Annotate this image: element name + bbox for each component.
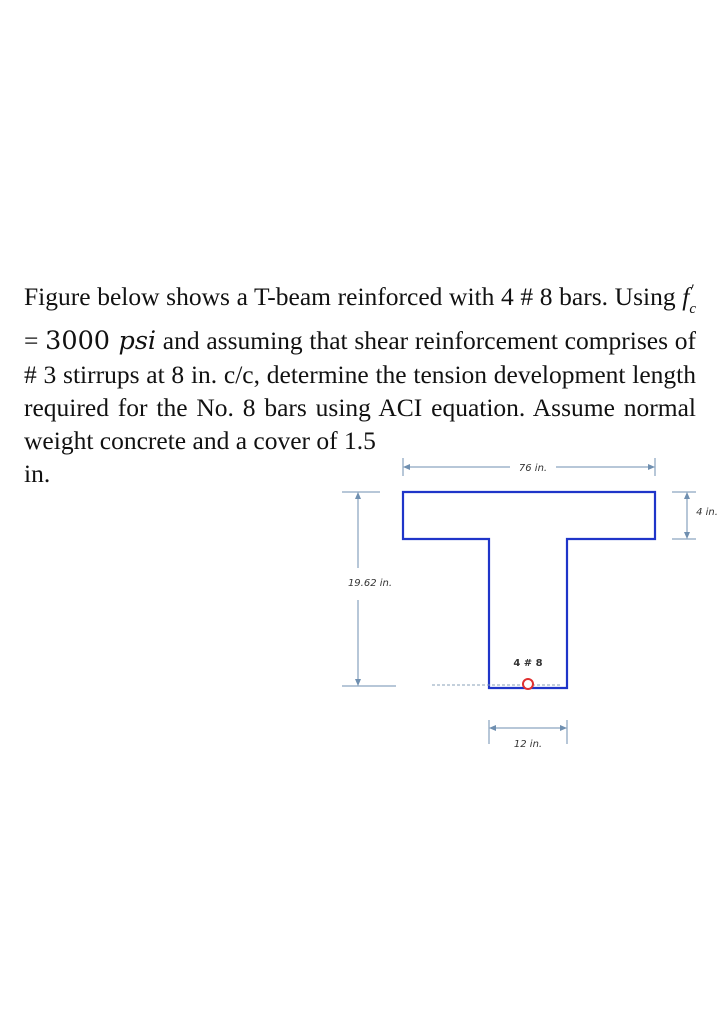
flange-label: 4 in.	[696, 507, 718, 518]
fc-unit: psi	[110, 326, 157, 357]
width-dimension	[403, 458, 655, 476]
depth-dimension	[342, 492, 396, 686]
fc-subscript: c	[689, 301, 696, 318]
fc-prime: ′	[691, 282, 695, 298]
problem-text-part3: in.	[24, 459, 51, 489]
fc-symbol: $f_c$ ′	[682, 282, 696, 311]
depth-label: 19.62 in.	[347, 578, 393, 589]
width-label: 76 in.	[518, 463, 548, 474]
bars-label: 4 # 8	[513, 658, 543, 669]
problem-text-part1: Figure below shows a T-beam reinforced with 4 # 8 bars. Using	[24, 282, 683, 311]
flange-dimension	[672, 492, 722, 539]
equals-sign: =	[24, 326, 46, 356]
web-label: 12 in.	[513, 739, 543, 750]
fc-value: 3000	[45, 326, 111, 357]
web-dimension	[489, 720, 567, 750]
problem-text-part2: and assuming that shear reinforcement comprises of # 3 stirrups at 8 in. c/c, determine the tension development length required for the No. 8 bars using ACI equation. Assume normal weight concrete and a cover of 1.5	[24, 326, 696, 456]
rebar-marker	[523, 679, 533, 689]
